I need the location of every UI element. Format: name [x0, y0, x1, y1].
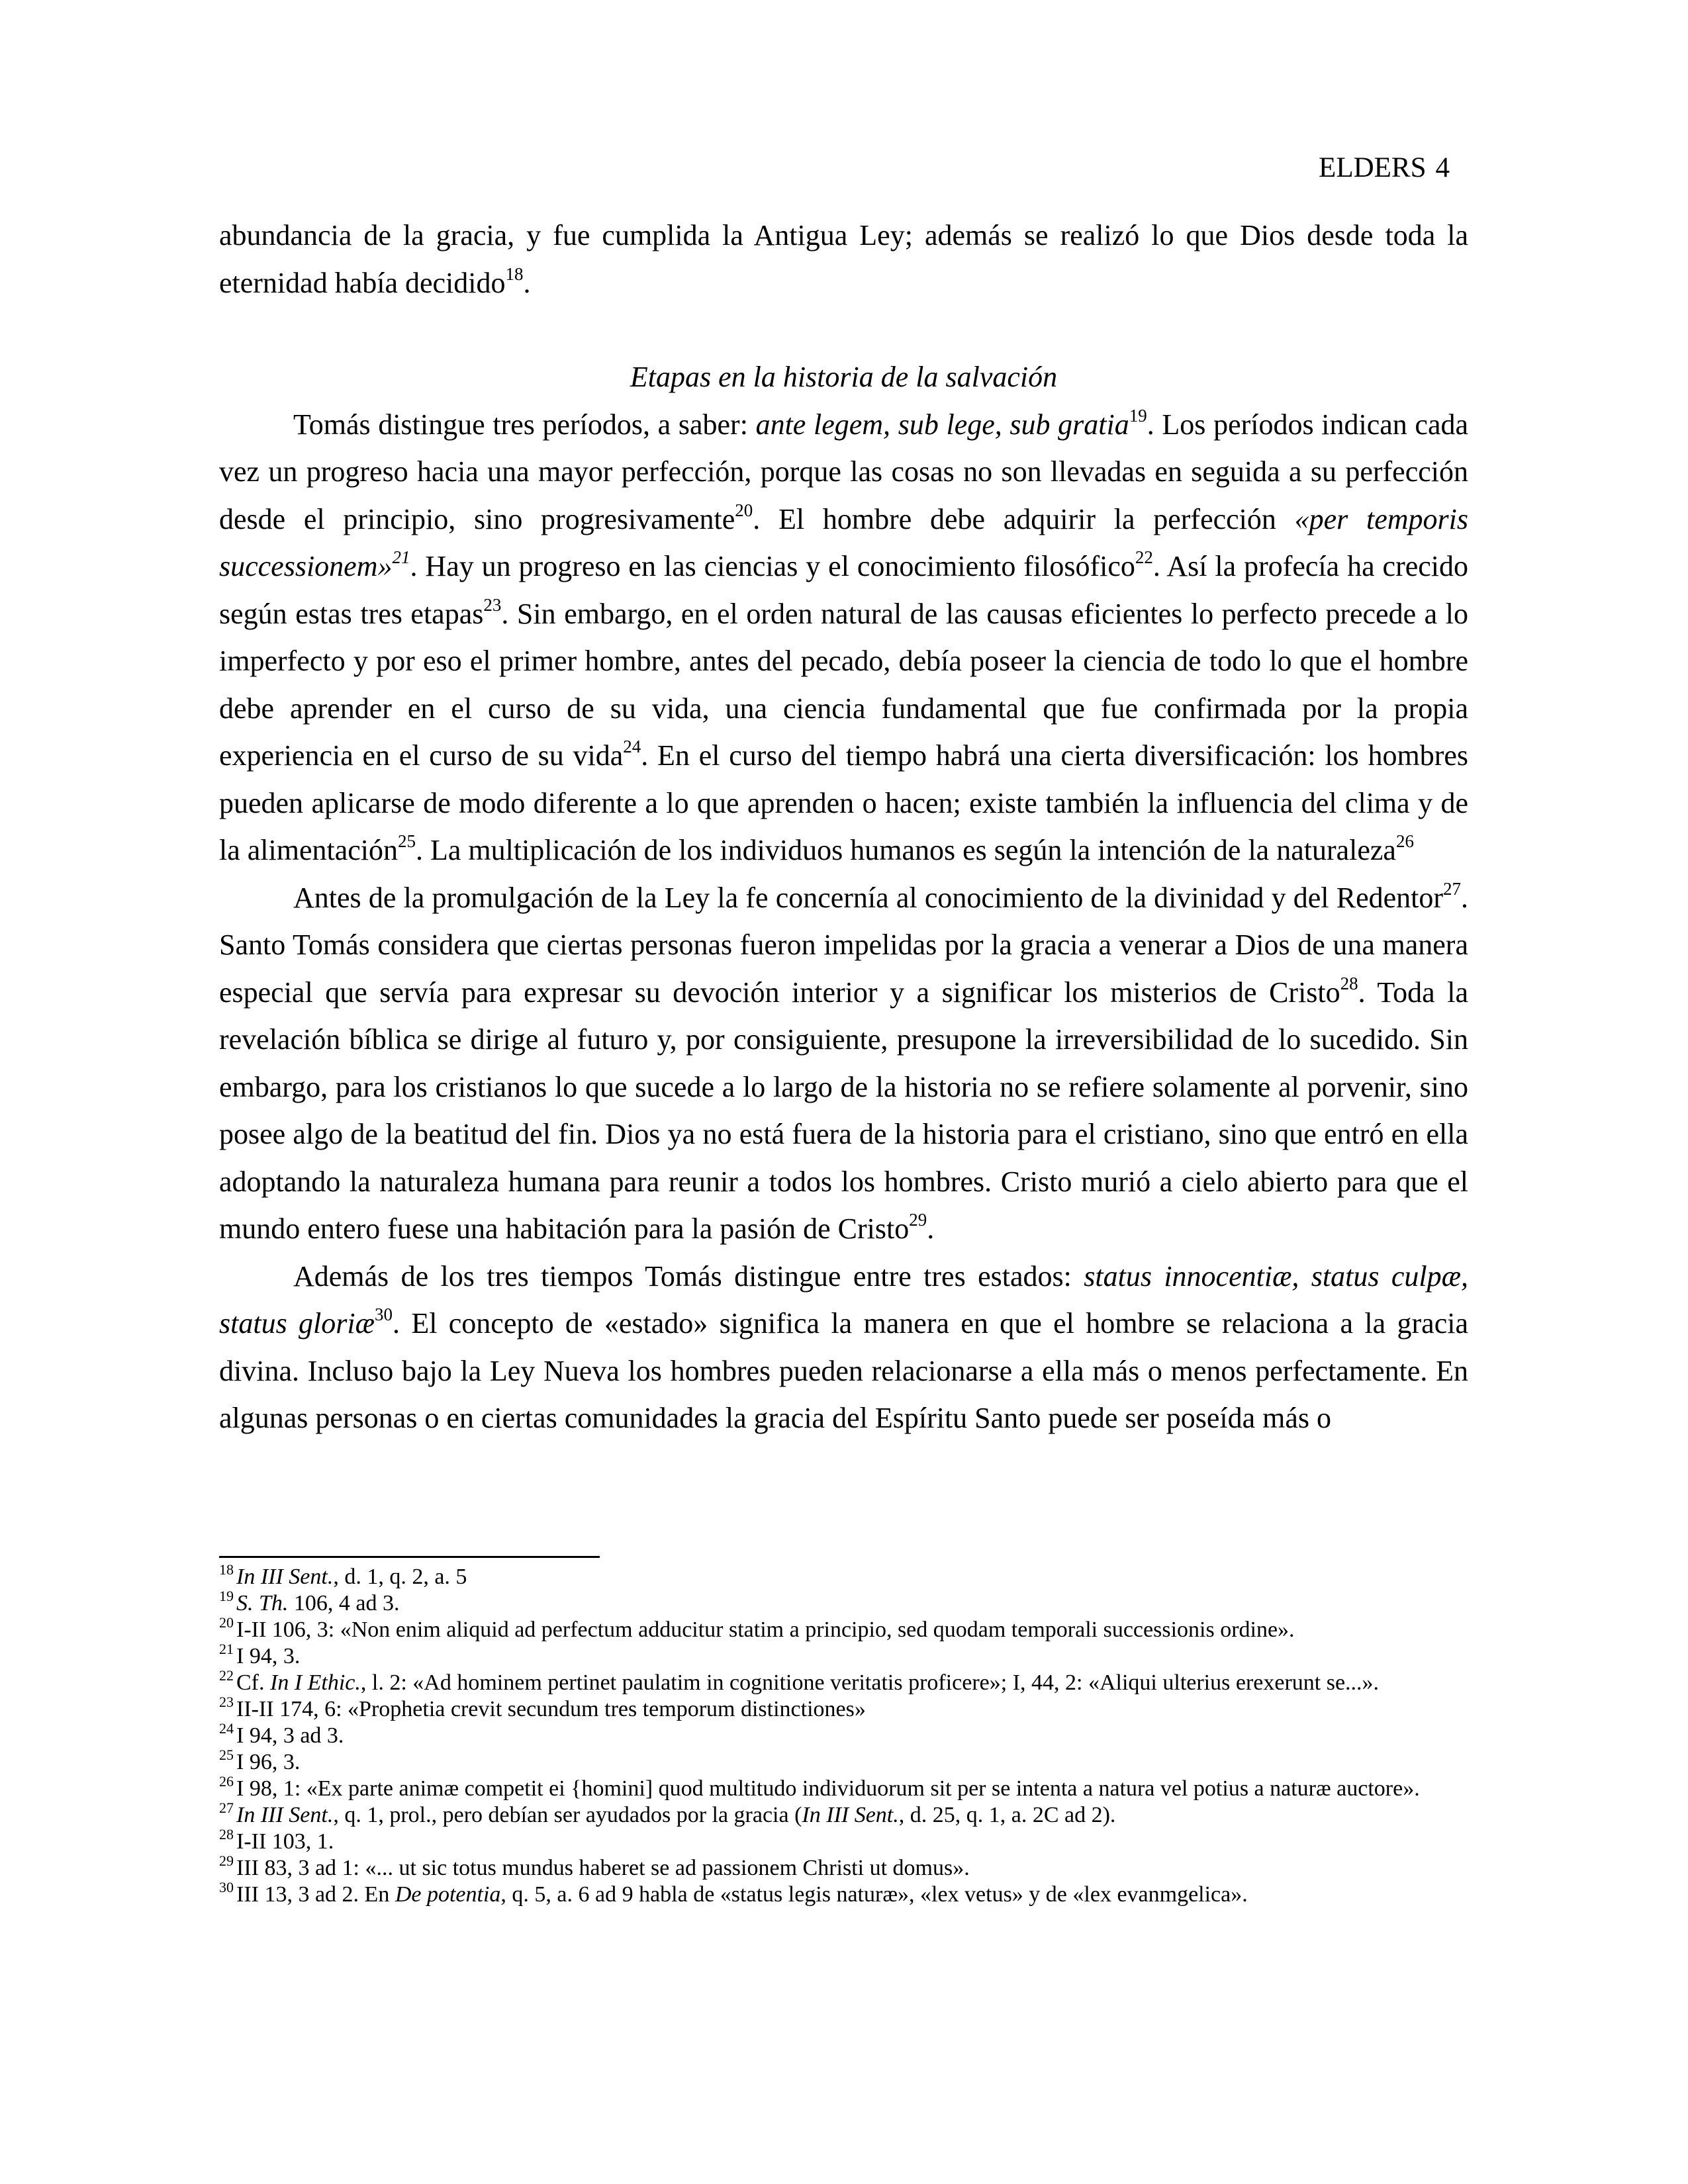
header-page-number: 4: [1435, 152, 1450, 183]
work-title: In I Ethic.: [270, 1670, 361, 1695]
footnote-ref[interactable]: 29: [909, 1210, 927, 1230]
footnote-text: I 94, 3.: [236, 1644, 301, 1668]
paragraph-text: . Toda la revelación bíblica se dirige al futuro y, por consiguiente, presupone la irreversibilidad de lo sucedido. Sin embargo, para los cristianos lo que sucede a lo largo de la historia no se refiere solamente al porvenir, sino posee algo de la beatitud del fin. Dios ya no está fuera de la historia para el cristiano, sino que entró en ella adoptando la naturaleza humana para reunir a todos los hombres. Cristo murió a cielo abierto para que el mundo entero fuese una habitación para la pasión de Cristo: [219, 976, 1468, 1245]
paragraph-text: . El hombre debe adquirir la perfección: [753, 502, 1295, 535]
footnote-text: , d. 25, q. 1, a. 2C ad 2).: [898, 1803, 1116, 1827]
latin-phrase: «per temporis successionem»: [219, 502, 1469, 582]
footnote-number: 23: [219, 1694, 234, 1710]
footnote-21: [219, 1643, 1470, 1670]
footnote-23: [219, 1696, 1470, 1723]
header-author: ELDERS: [1319, 152, 1427, 183]
footnote-number: 21: [219, 1641, 234, 1657]
section-heading: Etapas en la historia de la salvación: [630, 361, 1058, 393]
latin-phrase: ante legem, sub lege, sub gratia: [755, 408, 1129, 441]
footnote-text: , q. 1, prol., pero debían ser ayudados por la gracia (: [333, 1803, 802, 1827]
footnote-ref[interactable]: 19: [1129, 405, 1147, 426]
footnote-text: 106, 4 ad 3.: [288, 1591, 400, 1615]
paragraph-text: . En el curso del tiempo habrá una cierta diversificación: los hombres pueden aplicarse de modo diferente a lo que aprenden o hacen; existe también la influencia del clima y de la alimentación: [219, 739, 1468, 866]
paragraph-text: . Santo Tomás considera que ciertas personas fueron impelidas por la gracia a venerar a Dios de una manera especial que servía para expresar su devoción interior y a significar los misterios de Cristo: [219, 881, 1468, 1009]
paragraph-text: Tomás distingue tres períodos, a saber:: [293, 408, 756, 441]
footnote-24: [219, 1720, 1470, 1749]
footnotes: [219, 1561, 1470, 1908]
footnote-ref[interactable]: 26: [1395, 831, 1414, 851]
continuation-paragraph: [219, 212, 1468, 306]
footnote-26: [219, 1773, 1470, 1802]
footnote-text: I 94, 3 ad 3.: [236, 1723, 344, 1748]
footnote-27: [219, 1799, 1470, 1829]
footnote-text: I-II 106, 3: «Non enim aliquid ad perfectum adducitur statim a principio, sed quodam temporali successionis ordine».: [236, 1617, 1295, 1642]
footnote-22: [219, 1667, 1470, 1696]
footnote-ref[interactable]: 20: [735, 500, 753, 520]
footnote-text: III 83, 3 ad 1: «... ut sic totus mundus haberet se ad passionem Christi ut domus».: [236, 1856, 970, 1880]
footnote-29: [219, 1852, 1470, 1882]
footnote-ref[interactable]: 27: [1443, 878, 1461, 899]
footnote-ref[interactable]: 28: [1340, 973, 1358, 993]
footnote-text: Cf.: [236, 1670, 270, 1695]
footnote-number: 24: [219, 1720, 234, 1737]
paragraph-text: . El concepto de «estado» significa la manera en que el hombre se relaciona a la gracia divina. Incluso bajo la Ley Nueva los hombres pueden relacionarse a ella más o menos perfectamente. En algunas personas o en ciertas comunidades la gracia del Espíritu Santo puede ser poseída más o: [219, 1307, 1468, 1434]
footnote-ref[interactable]: 22: [1135, 547, 1153, 567]
footnote-text: , q. 5, a. 6 ad 9 habla de «status legis naturæ», «lex vetus» y de «lex evanmgelica».: [500, 1882, 1248, 1907]
footnote-ref[interactable]: 25: [398, 831, 416, 851]
footnote-text: , l. 2: «Ad hominem pertinet paulatim in cognitione veritatis proficere»; I, 44, 2: «Aliqui ulterius erexerunt se...».: [360, 1670, 1380, 1695]
footnote-ref[interactable]: 21: [392, 547, 410, 567]
footnote-18: [219, 1561, 1470, 1590]
footnote-separator: [219, 1556, 600, 1558]
footnote-text: I 98, 1: «Ex parte animæ competit ei {homini] quod multitudo individuorum sit per se intenta a natura vel potius a naturæ auctore».: [236, 1776, 1420, 1801]
body-text: [219, 212, 1468, 1442]
paragraph-text: Además de los tres tiempos Tomás distingue entre tres estados:: [293, 1259, 1084, 1293]
footnote-25: [219, 1749, 1470, 1776]
paragraph-text: .: [927, 1212, 935, 1245]
footnote-number: 20: [219, 1614, 234, 1631]
footnote-number: 25: [219, 1747, 234, 1763]
footnote-20: [219, 1614, 1470, 1643]
footnote-ref[interactable]: 24: [623, 737, 641, 756]
work-title: In III Sent.: [236, 1565, 334, 1589]
paragraph-promulgation: [219, 874, 1468, 1253]
paragraph-text: . Sin embargo, en el orden natural de las causas eficientes lo perfecto precede a lo imperfecto y por eso el primer hombre, antes del pecado, debía poseer la ciencia de todo lo que el hombre debe aprender en el curso de su vida, una ciencia fundamental que fue confirmada por la propia experiencia en el curso de su vida: [219, 597, 1468, 772]
paragraph-text: . Los períodos indican cada vez un progreso hacia una mayor perfección, porque las cosas no son llevadas en seguida a su perfección desde el principio, sino progresivamente: [219, 408, 1469, 535]
footnote-text: III 13, 3 ad 2. En: [236, 1882, 395, 1907]
footnote-number: 27: [219, 1799, 234, 1816]
footnote-text: II-II 174, 6: «Prophetia crevit secundum tres temporum distinctiones»: [236, 1697, 866, 1721]
footnote-19: [219, 1590, 1470, 1617]
footnote-number: 22: [219, 1667, 234, 1684]
footnote-text: I-II 103, 1.: [236, 1829, 334, 1854]
footnote-number: 28: [219, 1826, 234, 1843]
footnote-30: [219, 1879, 1470, 1908]
footnote-number: 18: [219, 1561, 234, 1578]
footnote-text: , d. 1, q. 2, a. 5: [333, 1565, 467, 1589]
latin-phrase: status innocentiæ, status culpæ, status gloriæ: [219, 1259, 1468, 1340]
paragraph-text: .: [523, 266, 531, 299]
footnote-ref[interactable]: 18: [505, 263, 524, 284]
paragraph-text: abundancia de la gracia, y fue cumplida la Antigua Ley; además se realizó lo que Dios desde toda la eternidad había decidido: [219, 219, 1468, 299]
paragraph-text: Antes de la promulgación de la Ley la fe concernía al conocimiento de la divinidad y del Redentor: [293, 881, 1443, 914]
paragraph-periods: [219, 401, 1468, 874]
footnote-number: 19: [219, 1588, 234, 1604]
footnote-text: I 96, 3.: [236, 1750, 301, 1774]
paragraph-text: . Hay un progreso en las ciencias y el conocimiento filosófico: [410, 550, 1135, 582]
footnote-number: 30: [219, 1879, 234, 1895]
running-header: [1319, 148, 1450, 188]
paragraph-text: . La multiplicación de los individuos humanos es según la intención de la naturaleza: [416, 834, 1396, 866]
footnote-number: 26: [219, 1773, 234, 1790]
work-title: In III Sent.: [236, 1803, 334, 1827]
footnote-number: 29: [219, 1852, 234, 1869]
work-title: S. Th.: [236, 1591, 289, 1615]
work-title: De potentia: [395, 1882, 501, 1907]
work-title: In III Sent.: [802, 1803, 899, 1827]
footnote-28: [219, 1826, 1470, 1855]
paragraph-states: [219, 1253, 1468, 1442]
paragraph-text: . Así la profecía ha crecido según estas tres etapas: [219, 550, 1469, 630]
footnote-ref[interactable]: 23: [483, 594, 502, 615]
footnote-ref[interactable]: 30: [374, 1304, 393, 1324]
